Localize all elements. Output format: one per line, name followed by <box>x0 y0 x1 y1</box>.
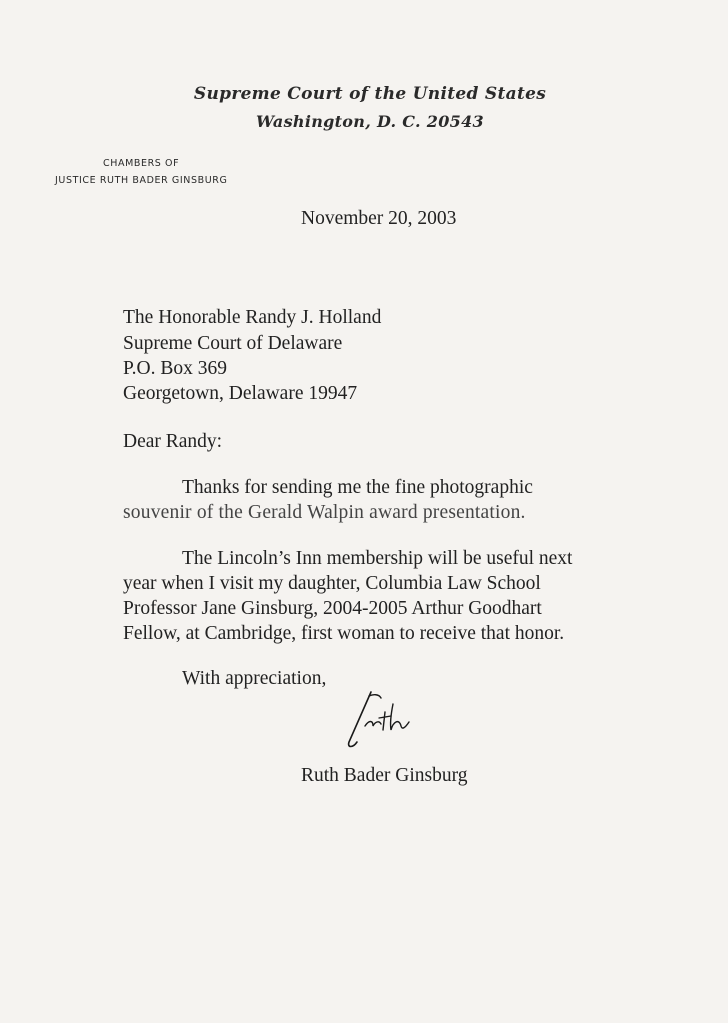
letterhead-court-name: Supreme Court of the United States <box>193 84 547 104</box>
letterhead-address: Washington, D. C. 20543 <box>256 112 484 131</box>
handwritten-signature <box>335 686 415 756</box>
salutation: Dear Randy: <box>123 431 223 452</box>
body-paragraph-line: Professor Jane Ginsburg, 2004-2005 Arthur Goodhart <box>123 598 542 619</box>
recipient-address-line: P.O. Box 369 <box>123 358 228 379</box>
recipient-address-line: The Honorable Randy J. Holland <box>123 307 382 328</box>
chambers-label: CHAMBERS OF <box>103 158 180 169</box>
body-paragraph-line: year when I visit my daughter, Columbia Law School <box>123 573 541 594</box>
recipient-address-line: Georgetown, Delaware 19947 <box>123 383 358 404</box>
body-paragraph-line: The Lincoln’s Inn membership will be useful next <box>182 548 573 569</box>
body-paragraph-line: Fellow, at Cambridge, first woman to receive that honor. <box>123 623 565 644</box>
closing: With appreciation, <box>182 668 327 689</box>
letter-date: November 20, 2003 <box>301 208 457 229</box>
signer-name: Ruth Bader Ginsburg <box>301 765 468 786</box>
body-paragraph-line: souvenir of the Gerald Walpin award presentation. <box>123 502 526 523</box>
recipient-address-line: Supreme Court of Delaware <box>123 333 343 354</box>
chambers-justice-name: JUSTICE RUTH BADER GINSBURG <box>55 175 228 186</box>
body-paragraph-line: Thanks for sending me the fine photographic <box>182 477 533 498</box>
